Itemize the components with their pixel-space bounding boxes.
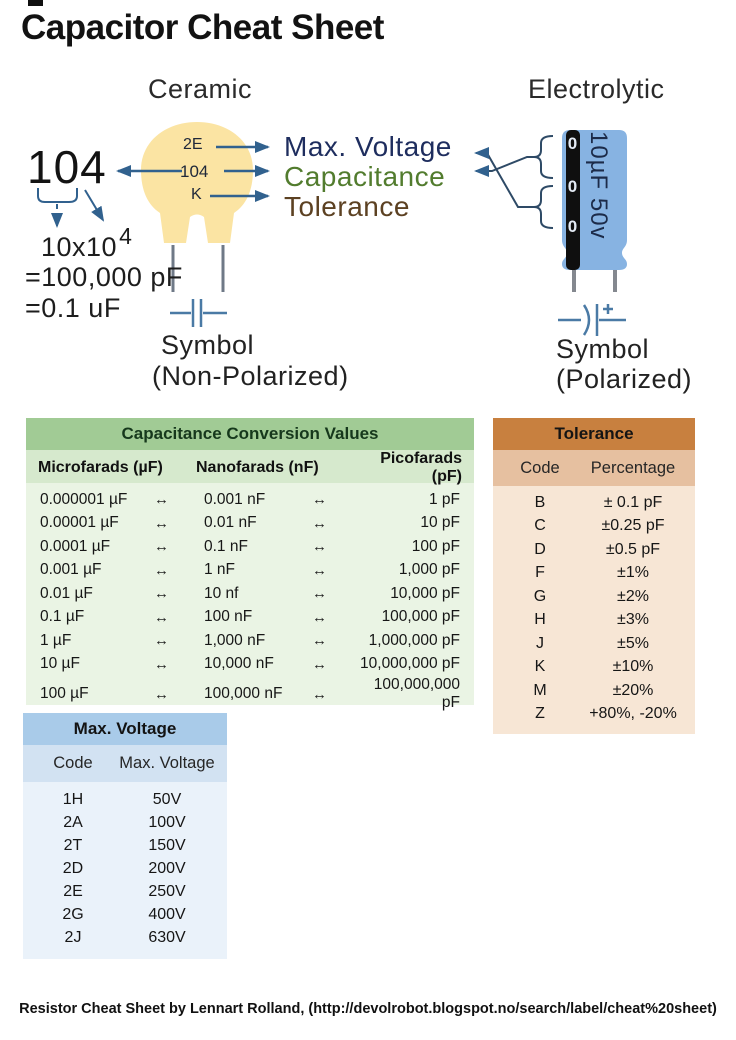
cell-code: F	[535, 564, 545, 582]
table-row	[501, 585, 687, 609]
non-polarized-symbol-sublabel: (Non-Polarized)	[152, 361, 349, 391]
arrow-icon: ↔	[312, 491, 327, 509]
cell-nanofarads: 1,000 nF	[204, 631, 266, 649]
cell-code: B	[534, 493, 546, 511]
cell-nanofarads: 0.1 nF	[204, 537, 248, 555]
cell-code: K	[534, 658, 546, 676]
arrow-icon: ↔	[312, 655, 327, 673]
cell-voltage: 400V	[148, 905, 186, 923]
cell-code: J	[536, 634, 544, 652]
voltage-table-title: Max. Voltage	[23, 713, 227, 745]
table-row	[501, 656, 687, 680]
cell-percentage: +80%, -20%	[589, 705, 677, 723]
cell-voltage: 630V	[148, 928, 186, 946]
cell-picofarads: 10 pF	[420, 514, 460, 532]
conversion-table-title: Capacitance Conversion Values	[26, 418, 474, 450]
cell-code: 2J	[64, 928, 82, 946]
cell-nanofarads: 0.01 nF	[204, 514, 257, 532]
cell-microfarads: 10 µF	[40, 655, 80, 673]
column-header: Nanofarads (nF)	[196, 459, 319, 476]
table-row	[40, 559, 460, 583]
table-row	[40, 582, 460, 606]
column-header: Picofarads (pF)	[380, 450, 462, 485]
table-row	[31, 926, 219, 949]
table-row	[40, 512, 460, 536]
cell-code: H	[534, 611, 546, 629]
conversion-table-header	[26, 450, 474, 483]
cell-percentage: ±5%	[617, 634, 649, 652]
conversion-table	[26, 418, 474, 711]
cell-picofarads: 10,000,000 pF	[360, 655, 460, 673]
table-row	[40, 676, 460, 711]
example-microfarads: =0.1 uF	[25, 293, 121, 323]
column-header: Microfarads (µF)	[38, 459, 163, 476]
cell-microfarads: 1 µF	[40, 631, 72, 649]
cell-percentage: ±2%	[617, 587, 649, 605]
cell-nanofarads: 1 nF	[204, 561, 236, 579]
table-row	[31, 858, 219, 881]
cell-nanofarads: 10 nf	[204, 584, 239, 602]
column-header: Max. Voltage	[119, 754, 215, 772]
polarized-symbol-sublabel: (Polarized)	[556, 364, 693, 394]
polarized-symbol-label: Symbol	[556, 334, 650, 364]
cell-nanofarads: 10,000 nF	[204, 655, 274, 673]
cell-code: D	[534, 540, 546, 558]
cell-picofarads: 100 pF	[411, 537, 460, 555]
electrolytic-marking: 10µF 50v	[585, 131, 612, 240]
arrow-icon: ↔	[154, 514, 169, 532]
table-row	[31, 903, 219, 926]
cell-nanofarads: 0.001 nF	[204, 490, 266, 508]
cell-microfarads: 0.00001 µF	[40, 514, 119, 532]
arrow-icon: ↔	[312, 685, 327, 703]
arrow-icon: ↔	[154, 632, 169, 650]
table-row	[40, 606, 460, 630]
column-header: Percentage	[590, 458, 676, 477]
cell-code: C	[534, 517, 546, 535]
arrow-icon: ↔	[154, 538, 169, 556]
ceramic-heading: Ceramic	[148, 74, 253, 104]
column-header: Code	[520, 458, 560, 477]
electrolytic-legend-arrows	[476, 136, 553, 228]
cell-picofarads: 10,000 pF	[390, 584, 460, 602]
cell-code: 2T	[63, 837, 83, 855]
arrow-icon: ↔	[154, 585, 169, 603]
arrow-icon: ↔	[154, 491, 169, 509]
cell-microfarads: 0.1 µF	[40, 608, 85, 626]
example-picofarads: =100,000 pF	[25, 262, 183, 292]
arrow-icon: ↔	[154, 608, 169, 626]
cell-code: 2D	[62, 860, 84, 878]
cell-microfarads: 0.0001 µF	[40, 537, 111, 555]
cell-voltage: 200V	[148, 860, 186, 878]
column-header: Code	[53, 754, 93, 772]
arrow-icon: ↔	[154, 685, 169, 703]
stripe-zero: 0	[567, 217, 578, 236]
cell-percentage: ±0.5 pF	[605, 540, 661, 558]
table-row	[31, 812, 219, 835]
cell-code: Z	[535, 705, 545, 723]
legend-tolerance: Tolerance	[284, 191, 410, 222]
cell-percentage: ±1%	[617, 564, 649, 582]
tolerance-table-title: Tolerance	[493, 418, 695, 450]
table-row	[501, 515, 687, 539]
tolerance-table-header	[493, 450, 695, 486]
ceramic-tolerance-code: K	[191, 186, 202, 203]
example-code: 104	[27, 141, 107, 193]
cell-nanofarads: 100,000 nF	[204, 685, 283, 702]
cell-code: 1H	[62, 791, 84, 809]
ceramic-voltage-code: 2E	[183, 136, 203, 153]
polarized-symbol	[558, 304, 626, 336]
table-row	[501, 538, 687, 562]
page-title: Capacitor Cheat Sheet	[21, 8, 384, 47]
cell-picofarads: 100,000 pF	[381, 608, 460, 626]
tolerance-table	[493, 418, 695, 734]
cell-picofarads: 100,000,000 pF	[373, 676, 460, 711]
table-row	[501, 562, 687, 586]
cell-picofarads: 1 pF	[428, 490, 460, 508]
ceramic-capacitance-code: 104	[180, 162, 209, 181]
arrow-icon: ↔	[312, 608, 327, 626]
arrow-icon: ↔	[312, 632, 327, 650]
cell-percentage: ±20%	[612, 681, 654, 699]
arrow-icon: ↔	[312, 514, 327, 532]
expansion-exponent: 4	[119, 223, 133, 249]
table-row	[40, 629, 460, 653]
non-polarized-symbol	[170, 299, 227, 327]
arrow-icon: ↔	[312, 561, 327, 579]
table-row	[501, 609, 687, 633]
expansion-base: 10x10	[41, 232, 118, 262]
stripe-zero: 0	[567, 177, 578, 196]
electrolytic-heading: Electrolytic	[528, 74, 665, 104]
voltage-table	[23, 713, 227, 959]
cell-code: 2A	[63, 814, 83, 832]
arrow-icon: ↔	[312, 585, 327, 603]
table-row	[31, 835, 219, 858]
attribution-footer: Resistor Cheat Sheet by Lennart Rolland, (http://devolrobot.blogspot.no/search/label/cheat%20sheet)	[19, 1001, 717, 1017]
cell-percentage: ±10%	[612, 658, 654, 676]
table-row	[31, 881, 219, 904]
cell-code: G	[533, 587, 547, 605]
voltage-table-header	[23, 745, 227, 782]
cell-microfarads: 0.001 µF	[40, 561, 102, 579]
legend-max-voltage: Max. Voltage	[284, 131, 452, 162]
cell-percentage: ±3%	[617, 611, 649, 629]
cell-voltage: 100V	[148, 814, 186, 832]
cell-code: 2G	[62, 905, 84, 923]
cell-microfarads: 100 µF	[40, 685, 89, 702]
cell-code: 2E	[63, 883, 83, 900]
table-row	[501, 679, 687, 703]
arrow-icon: ↔	[154, 655, 169, 673]
cell-voltage: 150V	[148, 837, 186, 855]
arrow-icon: ↔	[154, 561, 169, 579]
cell-picofarads: 1,000 pF	[398, 561, 460, 579]
tolerance-table-body	[493, 486, 695, 734]
conversion-table-body	[26, 483, 474, 711]
cell-voltage: 250V	[148, 883, 186, 900]
stripe-zero: 0	[567, 134, 578, 153]
cell-picofarads: 1,000,000 pF	[368, 631, 460, 649]
cell-microfarads: 0.000001 µF	[40, 490, 128, 508]
cell-microfarads: 0.01 µF	[40, 584, 93, 602]
legend-capacitance: Capacitance	[284, 161, 446, 192]
table-row	[501, 491, 687, 515]
cell-nanofarads: 100 nF	[204, 608, 253, 626]
table-row	[40, 535, 460, 559]
cell-percentage: ±0.25 pF	[601, 517, 665, 535]
table-row	[501, 632, 687, 656]
table-row	[501, 703, 687, 727]
table-row	[40, 488, 460, 512]
example-expansion	[41, 223, 133, 263]
non-polarized-symbol-label: Symbol	[161, 330, 255, 360]
table-row	[40, 653, 460, 677]
cell-voltage: 50V	[152, 791, 182, 809]
arrow-icon: ↔	[312, 538, 327, 556]
cell-percentage: ± 0.1 pF	[603, 493, 663, 511]
table-row	[31, 789, 219, 812]
cell-code: M	[533, 681, 547, 699]
voltage-table-body	[23, 782, 227, 959]
